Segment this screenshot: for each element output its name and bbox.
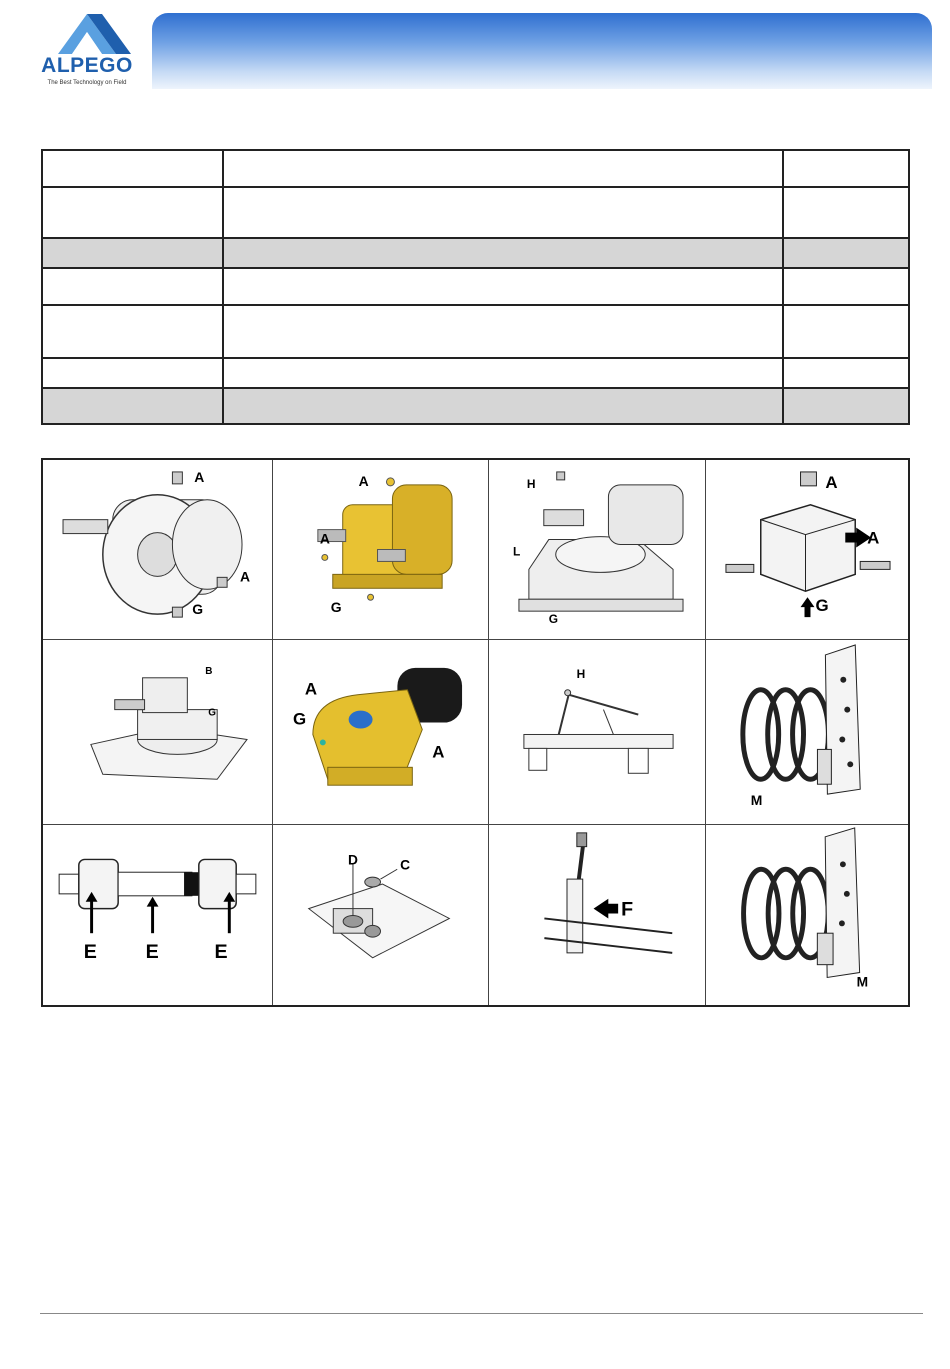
table-cell	[42, 238, 223, 268]
callout-label: G	[548, 612, 559, 627]
callout-label: G	[815, 596, 829, 616]
callout-label: M	[750, 792, 763, 809]
figure-worm-gearbox	[273, 640, 489, 825]
table-row	[42, 388, 909, 424]
callout-label: A	[194, 468, 205, 485]
logo-wordmark: ALPEGO	[41, 54, 133, 77]
figure-bearing-plate	[273, 825, 489, 1005]
table-cell	[783, 358, 909, 388]
figure-gearbox-round	[43, 460, 273, 640]
callout-label: A	[304, 679, 318, 699]
table-cell	[223, 358, 783, 388]
table-row	[42, 305, 909, 358]
callout-label: G	[192, 601, 204, 618]
table-cell	[42, 388, 223, 424]
table-cell	[783, 150, 909, 187]
illustration-grid	[41, 458, 910, 1007]
logo-triangle-icon	[28, 10, 146, 60]
logo-tagline: The Best Technology on Field	[47, 80, 127, 86]
callout-label: H	[576, 666, 586, 681]
figure-pto-shaft	[43, 825, 273, 1005]
table-cell	[42, 187, 223, 238]
table-row	[42, 238, 909, 268]
table-row	[42, 358, 909, 388]
figure-spiral-rotor	[706, 640, 908, 825]
footer-divider	[40, 1313, 923, 1314]
table-cell	[783, 238, 909, 268]
callout-label: D	[348, 852, 358, 868]
table-cell	[783, 305, 909, 358]
callout-label: E	[214, 940, 228, 963]
maintenance-table	[41, 149, 910, 425]
table-cell	[223, 238, 783, 268]
callout-label: G	[292, 709, 307, 729]
callout-label: E	[83, 940, 97, 963]
table-row	[42, 268, 909, 305]
figure-top-link	[489, 825, 706, 1005]
callout-label: A	[867, 528, 880, 548]
figure-angle-gearbox	[43, 640, 273, 825]
table-cell	[783, 268, 909, 305]
table-cell	[42, 305, 223, 358]
table-row	[42, 150, 909, 187]
callout-label: B	[205, 665, 213, 677]
table-cell	[42, 150, 223, 187]
callout-label: A	[432, 742, 445, 762]
table-cell	[223, 268, 783, 305]
table-cell	[223, 388, 783, 424]
callout-label: F	[621, 898, 634, 921]
callout-label: A	[319, 530, 330, 547]
figure-gearbox-cube	[706, 460, 908, 640]
table-row	[42, 187, 909, 238]
header-banner	[152, 13, 932, 89]
table-cell	[223, 305, 783, 358]
figure-gearbox-yellow	[273, 460, 489, 640]
callout-label: A	[358, 472, 369, 489]
table-cell	[223, 150, 783, 187]
callout-label: L	[512, 544, 521, 559]
alpego-logo	[28, 10, 146, 92]
callout-label: H	[526, 476, 536, 491]
table-cell	[783, 388, 909, 424]
callout-label: A	[240, 568, 251, 585]
table-cell	[42, 358, 223, 388]
figure-spiral-rotor-alt	[706, 825, 908, 1005]
callout-label: G	[330, 599, 342, 616]
figure-hitch	[489, 640, 706, 825]
callout-label: E	[145, 940, 159, 963]
table-cell	[42, 268, 223, 305]
figure-gearbox-housing	[489, 460, 706, 640]
table-cell	[223, 187, 783, 238]
callout-label: C	[400, 857, 411, 873]
callout-label: G	[208, 707, 216, 719]
callout-label: M	[856, 974, 869, 990]
table-cell	[783, 187, 909, 238]
callout-label: A	[825, 472, 838, 492]
